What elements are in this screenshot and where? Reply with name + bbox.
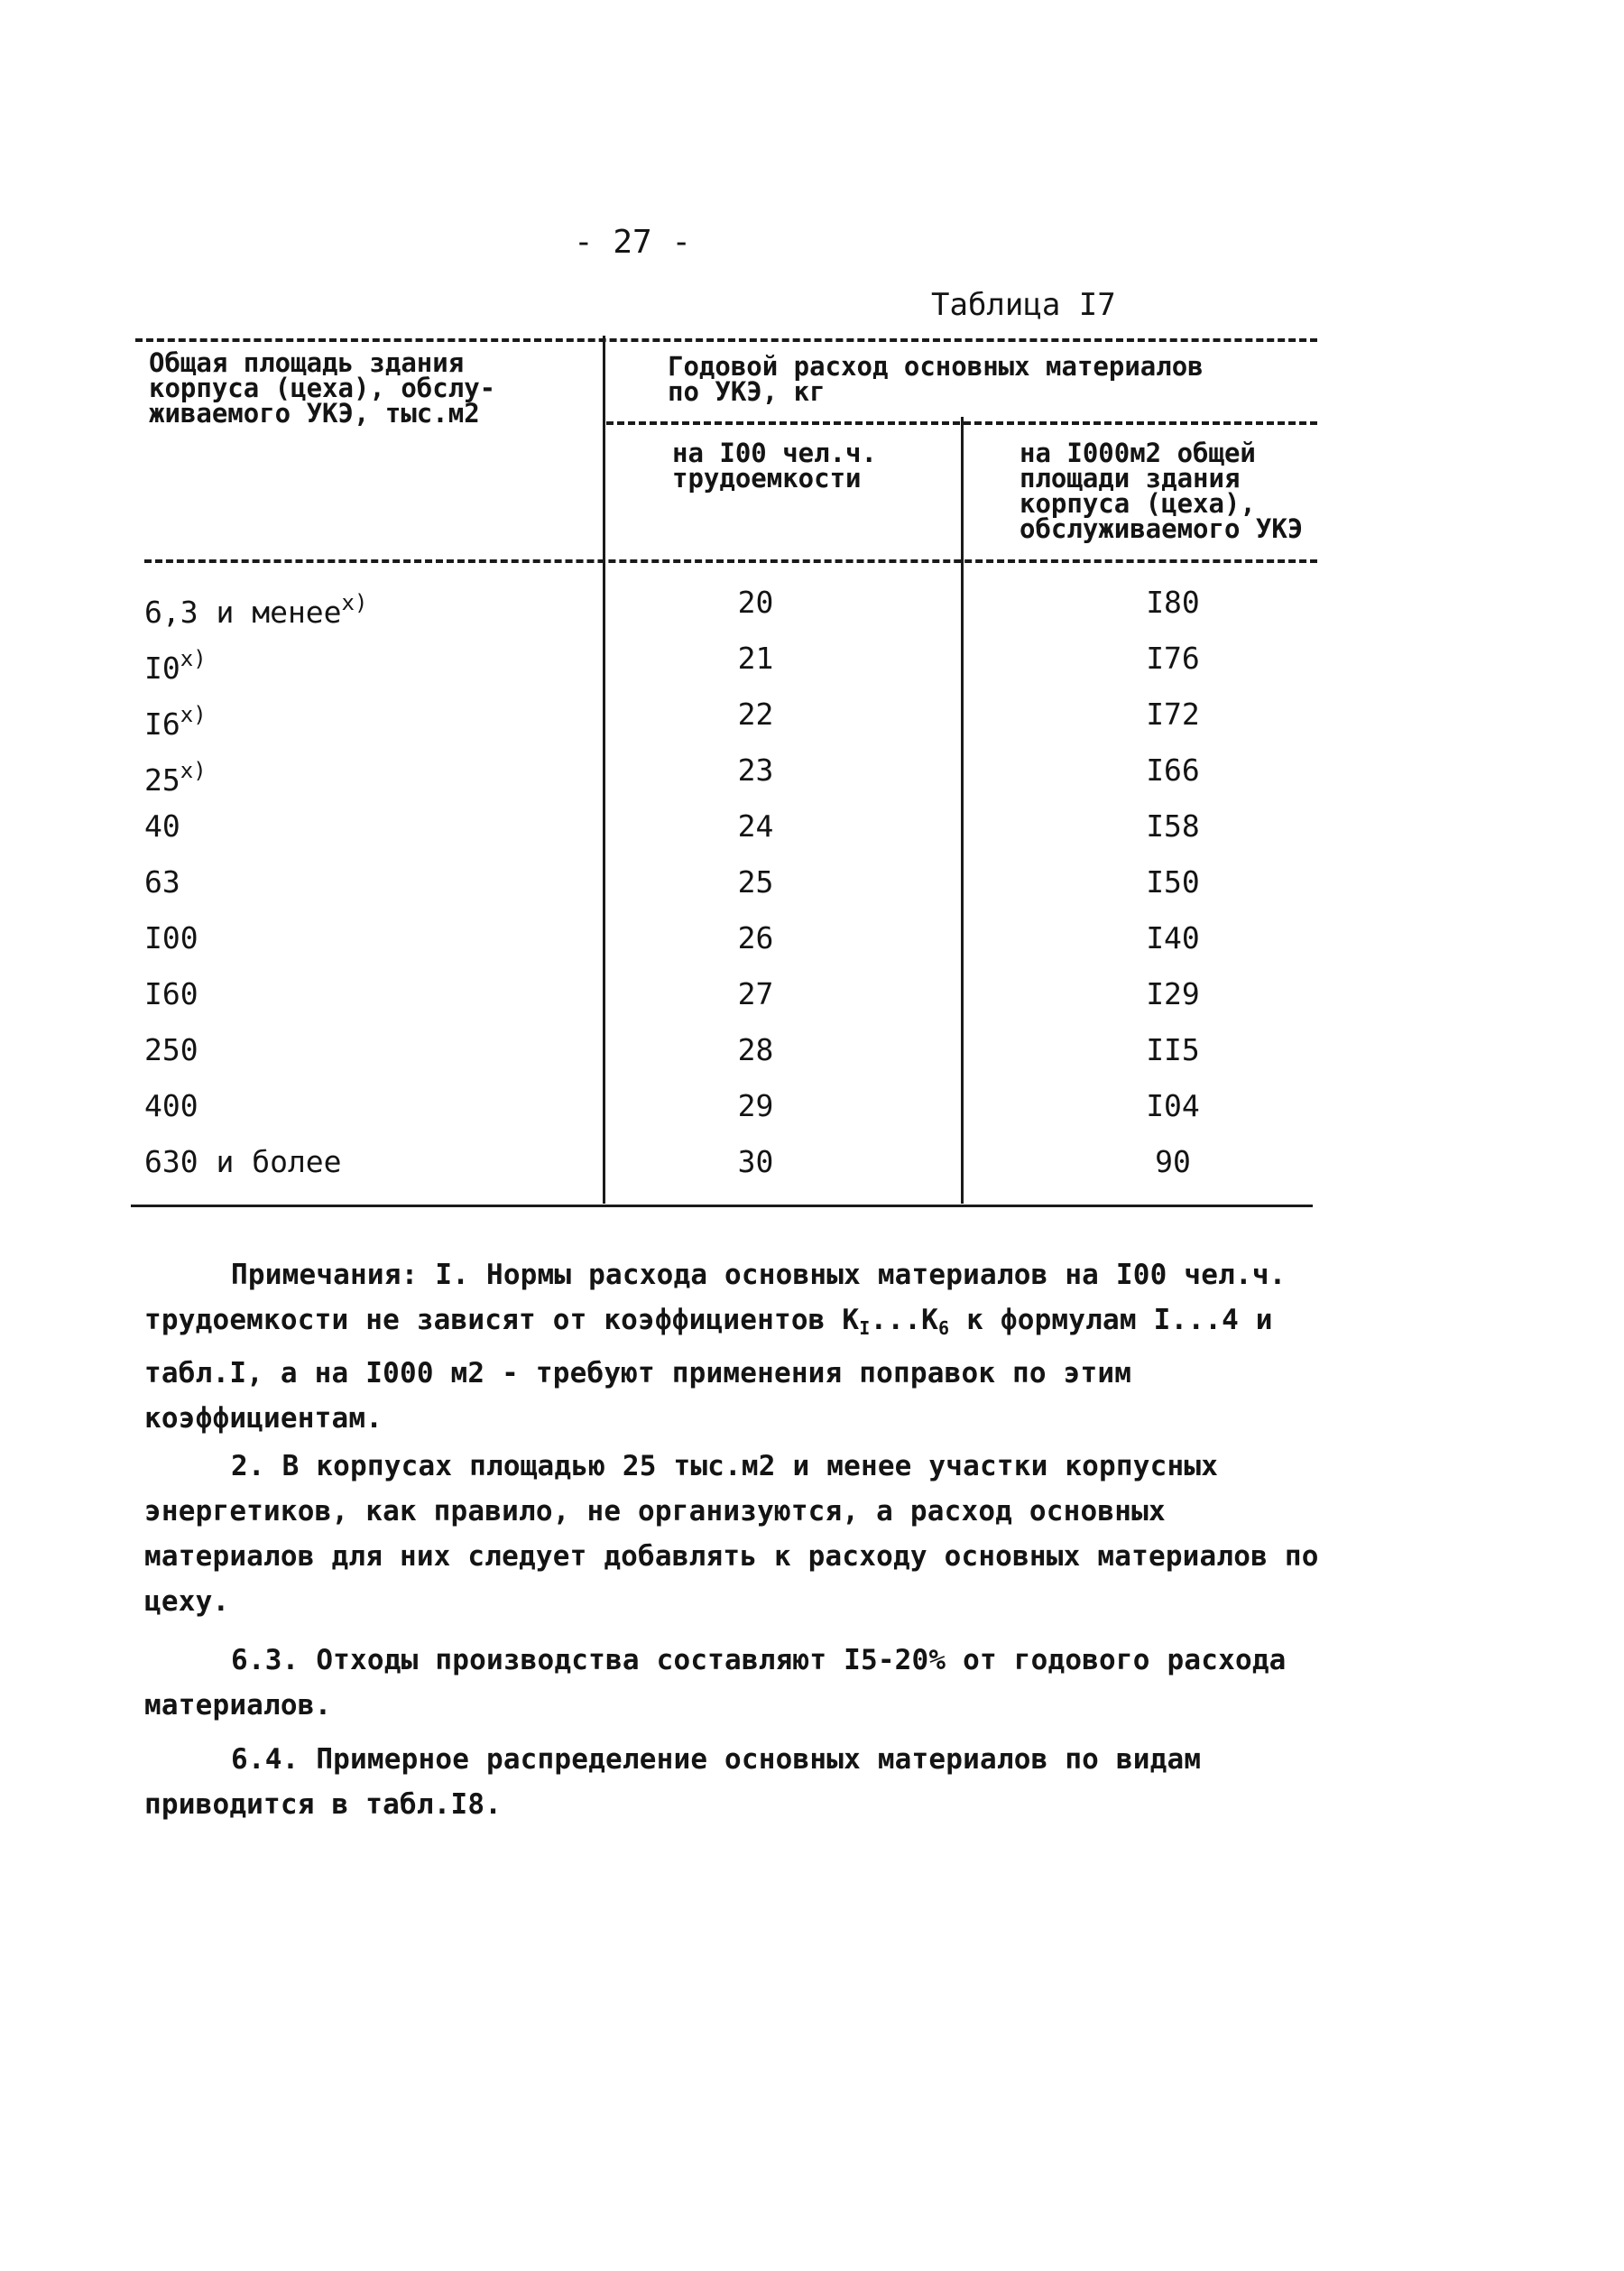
area-cell: 250 — [144, 1032, 198, 1067]
table-row — [0, 752, 1624, 808]
table-caption: Таблица I7 — [931, 287, 1116, 323]
header-per-100-label: на I00 чел.ч. трудоемкости — [672, 438, 877, 494]
per-1000-cell: I50 — [1146, 864, 1200, 900]
table-row — [0, 1032, 1624, 1088]
table-row — [0, 585, 1624, 641]
per-1000-cell: II5 — [1146, 1032, 1200, 1067]
table-bottom-rule — [131, 1205, 1313, 1207]
per-1000-cell: 90 — [1155, 1144, 1191, 1179]
area-cell: 63 — [144, 864, 180, 900]
footnote-mark: x) — [341, 590, 368, 615]
table-row — [0, 697, 1624, 752]
table-row — [0, 976, 1624, 1032]
area-cell: 400 — [144, 1088, 198, 1123]
per-1000-cell: I76 — [1146, 641, 1200, 676]
header-per-1000-label: на I000м2 общей площади здания корпуса (цеха), обслуживаемого УКЭ — [1020, 438, 1304, 544]
area-cell: I60 — [144, 976, 198, 1011]
per-100-cell: 28 — [737, 1032, 774, 1067]
area-cell: 40 — [144, 808, 180, 844]
note-2: 2. В корпусах площадью 25 тыс.м2 и менее участки корпусных энергетиков, как правило, не организуются, а расход основных материалов для них следует добавлять к расходу основных материалов по цеху. — [144, 1450, 1319, 1618]
per-100-cell: 23 — [737, 752, 774, 788]
footnote-mark: x) — [180, 646, 207, 671]
header-bottom-rule — [144, 559, 1317, 563]
table-row — [0, 920, 1624, 976]
area-cell: 6,3 и менее$^{x)}$ — [144, 590, 368, 630]
per-100-cell: 22 — [737, 697, 774, 732]
per-100-cell: 27 — [737, 976, 774, 1011]
per-1000-cell: I66 — [1146, 752, 1200, 788]
per-1000-cell: I58 — [1146, 808, 1200, 844]
per-1000-cell: I04 — [1146, 1088, 1200, 1123]
per-100-cell: 29 — [737, 1088, 774, 1123]
per-100-cell: 26 — [737, 920, 774, 955]
header-consumption-group: Годовой расход основных материалов по УКЭ, кг — [668, 351, 1204, 407]
header-area-label: Общая площадь здания корпуса (цеха), обслу- живаемого УКЭ, тыс.м2 — [149, 347, 496, 429]
per-1000-cell: I80 — [1146, 585, 1200, 620]
paragraph-6-4: 6.4. Примерное распределение основных материалов по видам приводится в табл.I8. — [144, 1743, 1202, 1821]
per-100-cell: 30 — [737, 1144, 774, 1179]
paragraph-6-3: 6.3. Отходы производства составляют I5-20% от годового расхода материалов. — [144, 1644, 1287, 1722]
per-1000-cell: I29 — [1146, 976, 1200, 1011]
table-row — [0, 808, 1624, 864]
page-number: - 27 - — [574, 224, 692, 261]
per-100-cell: 21 — [737, 641, 774, 676]
area-cell: 630 и более — [144, 1144, 342, 1179]
area-cell: I0$^{x)}$ — [144, 646, 207, 686]
per-1000-cell: I72 — [1146, 697, 1200, 732]
footnote-mark: x) — [180, 702, 207, 727]
per-100-cell: 25 — [737, 864, 774, 900]
per-1000-cell: I40 — [1146, 920, 1200, 955]
note-1: Примечания: I. Нормы расхода основных материалов на I00 чел.ч. трудоемкости не зависят от коэффициентов $К_I...К_6$ к формулам I...4 и табл.I, а на I000 м2 - требуют применения поправок по этим коэффициентам. — [144, 1259, 1287, 1435]
area-cell: I6$^{x)}$ — [144, 702, 207, 742]
per-100-cell: 20 — [737, 585, 774, 620]
table-row — [0, 864, 1624, 920]
footnote-mark: x) — [180, 758, 207, 783]
table-row — [0, 641, 1624, 697]
table-row — [0, 1088, 1624, 1144]
area-cell: 25$^{x)}$ — [144, 758, 207, 798]
per-100-cell: 24 — [737, 808, 774, 844]
table-top-rule — [135, 338, 1317, 342]
area-cell: I00 — [144, 920, 198, 955]
table-row — [0, 1144, 1624, 1200]
